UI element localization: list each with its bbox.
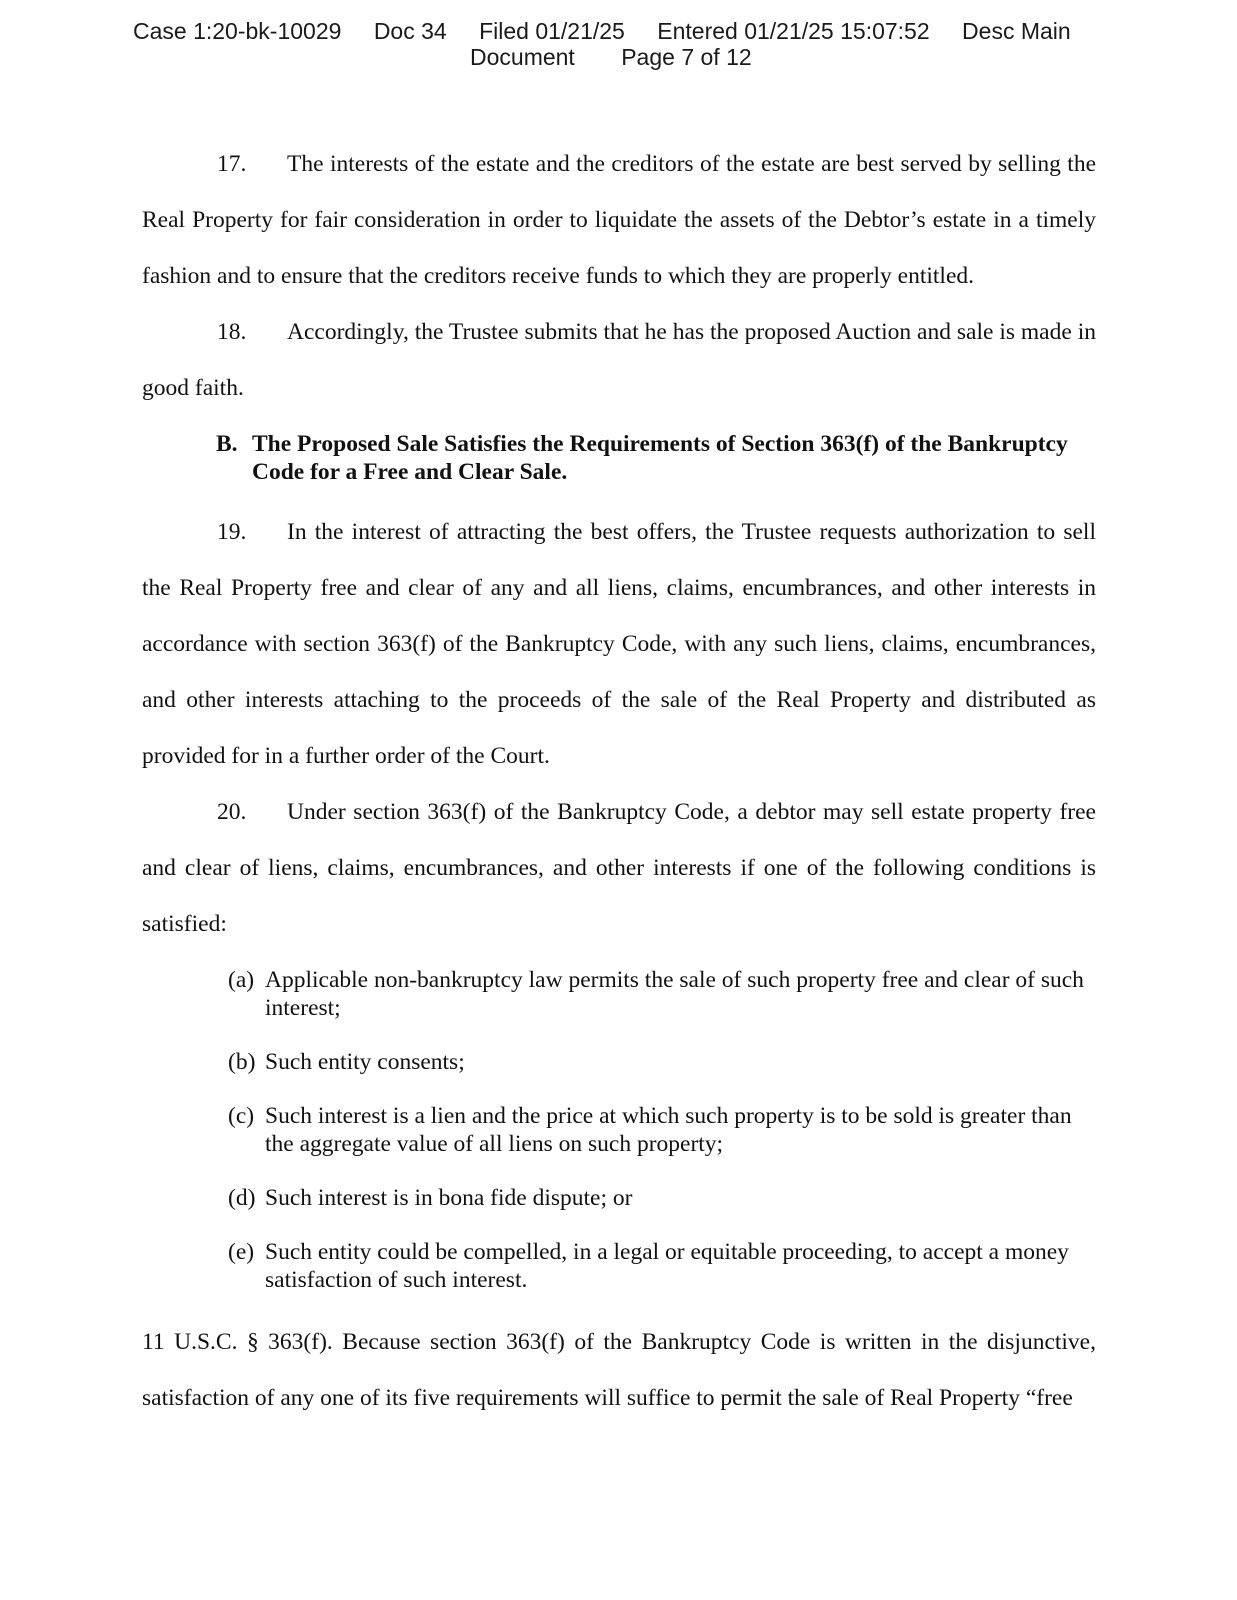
conditions-list bbox=[228, 966, 1096, 1294]
document-label: Document bbox=[470, 44, 575, 70]
condition-label: (c) bbox=[228, 1103, 255, 1129]
condition-label: (b) bbox=[228, 1049, 256, 1075]
condition-label: (d) bbox=[228, 1185, 256, 1211]
filed-date: Filed 01/21/25 bbox=[479, 18, 625, 44]
condition-text: Such interest is a lien and the price at which such property is to be sold is greater than the aggregate value of all liens on such property; bbox=[265, 1103, 1072, 1157]
case-number: Case 1:20-bk-10029 bbox=[133, 18, 342, 44]
paragraph-text: Under section 363(f) of the Bankruptcy Code, a debtor may sell estate property free and clear of liens, claims, encumbrances, and other interests if one of the following conditions is satisfied: bbox=[142, 799, 1096, 937]
paragraph-17 bbox=[142, 136, 1096, 304]
condition-text: Such entity could be compelled, in a legal or equitable proceeding, to accept a money satisfaction of such interest. bbox=[265, 1239, 1069, 1293]
paragraph-18 bbox=[142, 304, 1096, 416]
condition-item bbox=[228, 966, 1096, 1022]
paragraph-19 bbox=[142, 504, 1096, 784]
paragraph-text: In the interest of attracting the best offers, the Trustee requests authorization to sell the Real Property free and clear of any and all liens, claims, encumbrances, and other interests in accordance with section 363(f) of the Bankruptcy Code, with any such liens, claims, encumbrances, and other interests attaching to the proceeds of the sale of the Real Property and distributed as provided for in a further order of the Court. bbox=[142, 519, 1096, 769]
condition-label: (a) bbox=[228, 967, 255, 993]
ecf-header-line-1 bbox=[133, 18, 1071, 44]
heading-label: B. bbox=[216, 431, 238, 457]
citation-paragraph: 11 U.S.C. § 363(f). Because section 363(f) of the Bankruptcy Code is written in the disjunctive, satisfaction of any one of its five requirements will suffice to permit the sale of Real Property “free bbox=[142, 1329, 1096, 1411]
ecf-header-line-2 bbox=[470, 44, 792, 70]
condition-item bbox=[228, 1048, 1096, 1076]
paragraph-20 bbox=[142, 784, 1096, 952]
condition-text: Applicable non-bankruptcy law permits the sale of such property free and clear of such interest; bbox=[265, 967, 1084, 1021]
paragraph-number: 19. bbox=[217, 519, 247, 545]
paragraph-text: Accordingly, the Trustee submits that he has the proposed Auction and sale is made in good faith. bbox=[142, 319, 1096, 401]
condition-item bbox=[228, 1102, 1096, 1158]
condition-label: (e) bbox=[228, 1239, 255, 1265]
paragraph-number: 18. bbox=[217, 319, 247, 345]
heading-text: The Proposed Sale Satisfies the Requirements of Section 363(f) of the Bankruptcy Code for a Free and Clear Sale. bbox=[252, 431, 1068, 485]
description: Desc Main bbox=[962, 18, 1071, 44]
condition-text: Such interest is in bona fide dispute; or bbox=[265, 1185, 633, 1211]
entered-date: Entered 01/21/25 15:07:52 bbox=[657, 18, 930, 44]
condition-text: Such entity consents; bbox=[265, 1049, 465, 1075]
paragraph-text: The interests of the estate and the creditors of the estate are best served by selling the Real Property for fair consideration in order to liquidate the assets of the Debtor’s estate in a timely fashion and to ensure that the creditors receive funds to which they are properly entitled. bbox=[142, 151, 1096, 289]
condition-item bbox=[228, 1238, 1096, 1294]
document-body bbox=[142, 136, 1096, 1426]
paragraph-number: 17. bbox=[217, 151, 247, 177]
paragraph-number: 20. bbox=[217, 799, 247, 825]
doc-number: Doc 34 bbox=[373, 18, 447, 44]
section-heading-b bbox=[216, 430, 1096, 486]
condition-item bbox=[228, 1184, 1096, 1212]
page-indicator: Page 7 of 12 bbox=[621, 44, 752, 70]
